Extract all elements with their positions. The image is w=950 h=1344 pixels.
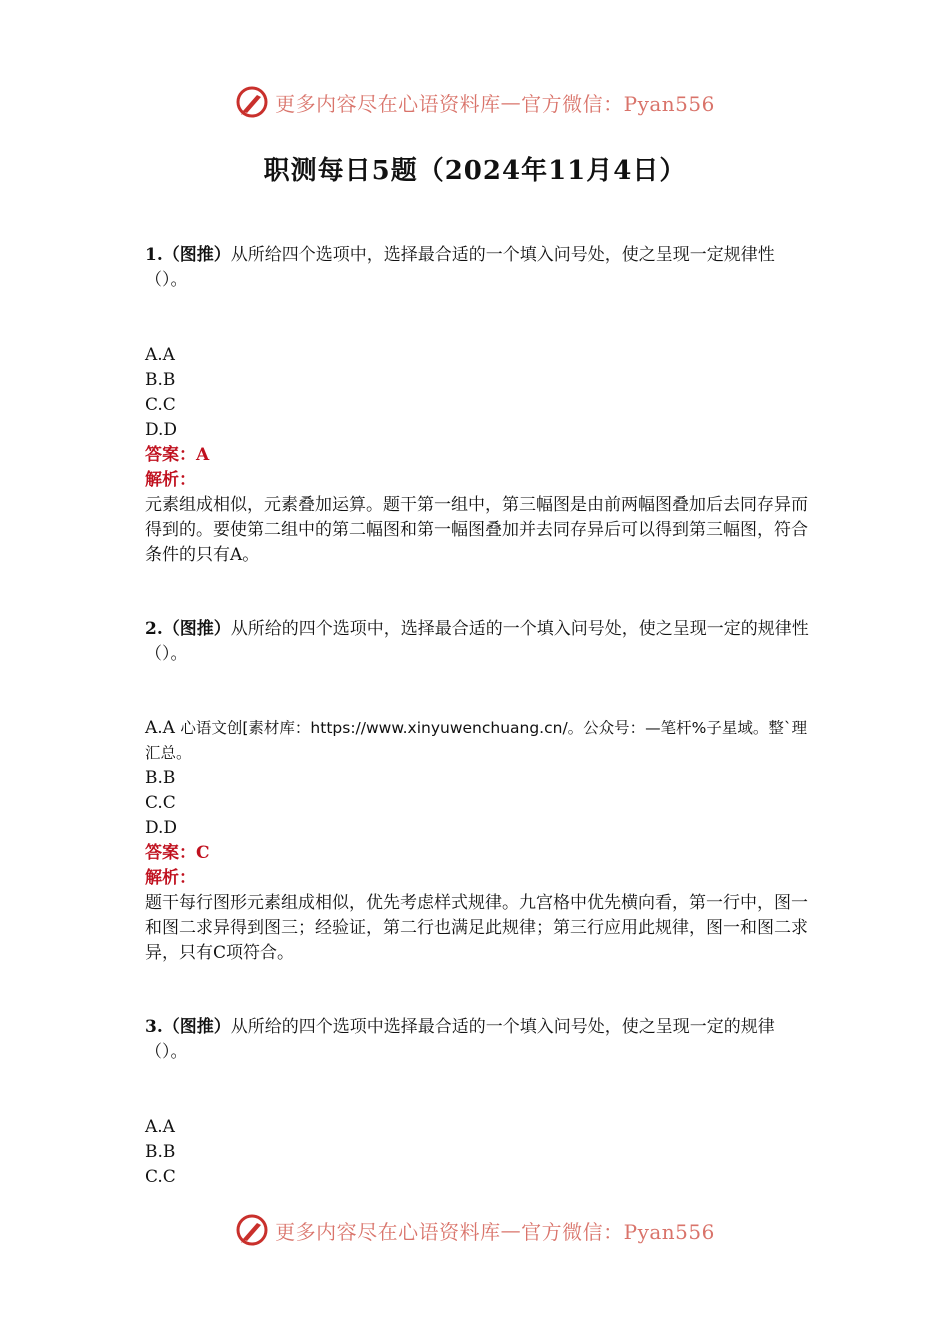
question-1-options — [145, 343, 810, 568]
answer-label: 答案： — [145, 843, 196, 863]
option-b: B.B — [145, 768, 176, 788]
analysis-text: 题干每行图形元素组成相似，优先考虑样式规律。九宫格中优先横向看，第一行中，图一和图二求异得到图三；经验证，第二行也满足此规律；第三行应用此规律，图一和图二求异，只有C项符合。 — [145, 893, 808, 963]
question-text: 从所给的四个选项中选择最合适的一个填入问号处，使之呈现一定的规律（）。 — [145, 1017, 775, 1062]
watermark-wechat: 官方微信：Pyan556 — [521, 1219, 715, 1244]
answer — [145, 841, 810, 866]
option-b: B.B — [145, 1142, 176, 1162]
option-d: D.D — [145, 818, 178, 838]
option-a — [145, 716, 810, 766]
watermark-wechat: 官方微信：Pyan556 — [521, 91, 715, 116]
question-text: 从所给的四个选项中，选择最合适的一个填入问号处，使之呈现一定的规律性（）。 — [145, 619, 809, 664]
option-c: C.C — [145, 395, 176, 415]
answer-value: A — [196, 445, 210, 465]
question-3 — [145, 1015, 810, 1065]
question-2 — [145, 617, 810, 667]
option-a-watermark-note: 心语文创[素材库：https://www.xinyuwenchuang.cn/。公众号：—笔杆%子星域。整`理汇总。 — [145, 719, 808, 762]
question-number: 3. — [145, 1017, 163, 1037]
option-b: B.B — [145, 370, 176, 390]
option-a: A.A — [145, 345, 175, 365]
question-number: 1. — [145, 245, 163, 265]
option-c: C.C — [145, 793, 176, 813]
question-number: 2. — [145, 619, 163, 639]
question-stem — [145, 617, 810, 667]
question-type: （图推） — [162, 245, 231, 265]
pen-nib-circle-icon — [235, 1213, 269, 1247]
option-c: C.C — [145, 1167, 176, 1187]
question-1 — [145, 243, 810, 293]
question-text: 从所给四个选项中，选择最合适的一个填入问号处，使之呈现一定规律性（）。 — [145, 245, 775, 290]
watermark-brand: 更多内容尽在心语资料库 — [275, 91, 501, 116]
answer-value: C — [196, 843, 210, 863]
analysis-text: 元素组成相似，元素叠加运算。题干第一组中，第三幅图是由前两幅图叠加后去同存异而得到的。要使第二组中的第二幅图和第一幅图叠加并去同存异后可以得到第三幅图，符合条件的只有A。 — [145, 495, 808, 565]
question-stem — [145, 243, 810, 293]
answer — [145, 443, 810, 468]
page-title: 职测每日5题（2024年11月4日） — [263, 156, 687, 186]
pen-nib-circle-icon — [235, 85, 269, 119]
analysis-label: 解析： — [145, 868, 196, 888]
question-type: （图推） — [162, 619, 231, 639]
header-watermark — [0, 82, 950, 122]
watermark-dash: — — [500, 1218, 522, 1242]
analysis-label: 解析： — [145, 470, 196, 490]
question-2-options — [145, 716, 810, 966]
option-d: D.D — [145, 420, 178, 440]
option-a: A.A — [145, 1117, 175, 1137]
option-a-label: A.A — [145, 718, 175, 738]
question-type: （图推） — [162, 1017, 231, 1037]
answer-label: 答案： — [145, 445, 196, 465]
watermark-brand: 更多内容尽在心语资料库 — [275, 1219, 501, 1244]
question-3-options — [145, 1115, 810, 1190]
watermark-dash: — — [500, 90, 522, 114]
footer-watermark — [0, 1210, 950, 1250]
question-stem — [145, 1015, 810, 1065]
